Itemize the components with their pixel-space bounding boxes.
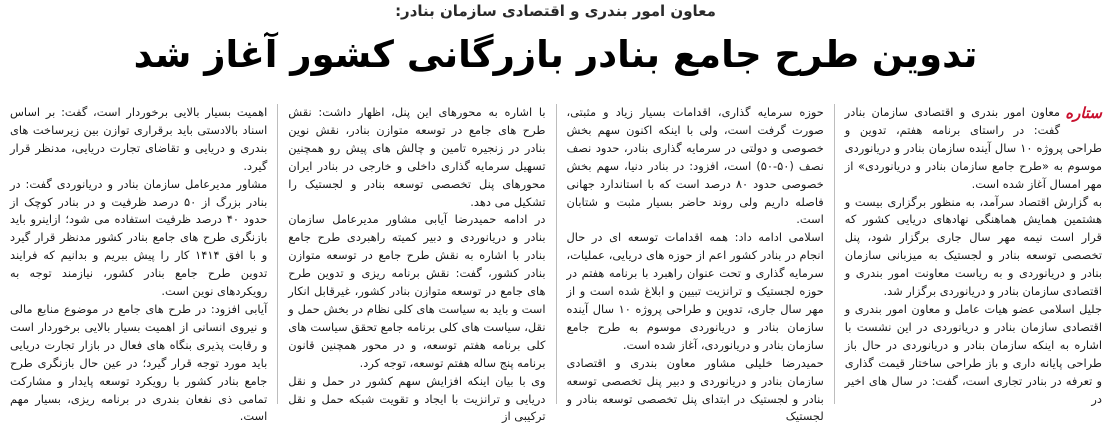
- paragraph: آیابی افزود: در طرح های جامع در موضوع منابع مالی و نیروی انسانی از اهمیت بسیار بالایی برخوردار است و رقابت پذیری بنگاه های فعال در بازار تجارت دریایی باید مورد توجه قرار گیرد؛ در عین حال بازنگری طرح جامع بنادر کشور با رویکرد توسعه پایدار و مشارکت تمامی ذی نفعان بندری در برنامه ریزی، بسیار مهم است.: [10, 301, 268, 424]
- paragraph: مشاور مدیرعامل سازمان بنادر و دریانوردی گفت: در بنادر بزرگ از ۵۰ درصد ظرفیت و در بنادر کوچک از حدود ۴۰ درصد ظرفیت استفاده می شود؛ ازاینرو باید بازنگری طرح های جامع بنادر کشور مدنظر قرار گیرد و با افق ۱۴۱۴ کار را پیش ببریم و بدانیم که فرایند تدوین طرح جامع بنادر کشور، نیازمند توجه به رویکردهای نوین است.: [10, 176, 268, 299]
- article-column-2: [556, 104, 824, 424]
- paragraph: اسلامی ادامه داد: همه اقدامات توسعه ای در حال انجام در بنادر کشور اعم از حوزه های دریایی، عملیات، سرمایه گذاری و تحت عنوان راهبرد با برنامه هفتم در حوزه لجستیک و ترانزیت تبیین و ابلاغ شده است و از مهر سال جاری، تدوین و طراحی پروژه ۱۰ سال آینده سازمان بنادر و دریانوردی موسوم به طرح جامع سازمان بنادر و دریانوردی، آغاز شده است.: [566, 230, 824, 352]
- article-column-3: [277, 104, 546, 424]
- article-column-1: [834, 104, 1102, 404]
- paragraph: حمیدرضا خلیلی مشاور معاون بندری و اقتصادی سازمان بنادر و دریانوردی و دبیر پنل تخصصی توسعه بنادر و لجستیک در ابتدای پنل تخصصی توسعه بنادر و لجستیک: [566, 355, 824, 424]
- paragraph: جلیل اسلامی عضو هیات عامل و معاون امور بندری و اقتصادی سازمان بنادر و دریانوردی در این نشست با اشاره به اینکه سازمان بنادر و دریانوردی در حال باز طراحی پایانه داری و باز طراحی ساختار قیمت گذاری و تعرفه در بنادر تجاری است، گفت: در سال های اخیر در: [844, 301, 1102, 406]
- article-headline: تدوین طرح جامع بنادر بازرگانی کشور آغاز شد: [133, 33, 978, 76]
- paragraph: در ادامه حمیدرضا آیابی مشاور مدیرعامل سازمان بنادر و دریانوردی و دبیر کمیته راهبردی طرح جامع بنادر با اشاره به نقش طرح جامع در توسعه متوازن بنادر کشور، گفت: نقش برنامه ریزی و تدوین طرح های جامع در توسعه متوازن بنادر کشور، غیرقابل انکار است و باید به سیاست های کلی نظام در بخش حمل و نقل، سیاست های کلی برنامه جامع تحقق سیاست های کلی برنامه هفتم توسعه، و در محور همچنین قانون برنامه پنج ساله هفتم توسعه، توجه کرد.: [288, 212, 546, 370]
- paragraph: به گزارش اقتصاد سرآمد، به منظور برگزاری بیست و هشتمین همایش هماهنگی نهادهای دریایی کشور که قرار است نیمه مهر سال جاری برگزار شود، پنل تخصصی توسعه بنادر و لجستیک به میزبانی سازمان بنادر و دریانوردی و به ریاست معاونت امور بندری و اقتصادی سازمان بنادر و دریانوردی برگزار شد.: [844, 194, 1102, 299]
- article-column-4: [10, 104, 268, 424]
- article-body: [10, 104, 1102, 424]
- paragraph: با اشاره به محورهای این پنل، اظهار داشت: نقش طرح های جامع در توسعه متوازن بنادر، نقش نوین بنادر در زنجیره تامین و چالش های پیش رو همچنین تسهیل سرمایه گذاری داخلی و خارجی در بنادر ایران محورهای پنل تخصصی توسعه بنادر و لجستیک را تشکیل می دهد.: [288, 105, 546, 209]
- paragraph: وی با بیان اینکه افزایش سهم کشور در حمل و نقل دریایی و ترانزیت با ایجاد و تقویت شبکه حمل و نقل ترکیبی از: [288, 373, 546, 424]
- article-kicker: معاون امور بندری و اقتصادی سازمان بنادر:: [395, 2, 716, 20]
- paragraph: معاون امور بندری و اقتصادی سازمان بنادر گفت: در راستای برنامه هفتم، تدوین و طراحی پروژه ۱۰ سال آینده سازمان بنادر و دریانوردی موسوم به «طرح جامع سازمان بنادر و دریانوردی» از مهر امسال آغاز شده است.: [844, 105, 1102, 191]
- publication-logo-icon: ستاره: [1065, 104, 1102, 122]
- paragraph: اهمیت بسیار بالایی برخوردار است، گفت: بر اساس اسناد بالادستی باید برقراری توازن بین زیرساخت های بندری و دریایی و تقاضای تجارت دریایی، مدنظر قرار گیرد.: [10, 105, 268, 173]
- paragraph: حوزه سرمایه گذاری، اقدامات بسیار زیاد و مثبتی، صورت گرفت است، ولی با اینکه اکنون سهم بخش خصوصی و دولتی در سرمایه گذاری بنادر، حدود نصف نصف (۵۰-۵۰) است، افزود: در بنادر دنیا، سهم بخش خصوصی حدود ۸۰ درصد است که با استاندارد جهانی فاصله داریم ولی روند حاضر بسیار مثبت و شتابان است.: [566, 105, 824, 227]
